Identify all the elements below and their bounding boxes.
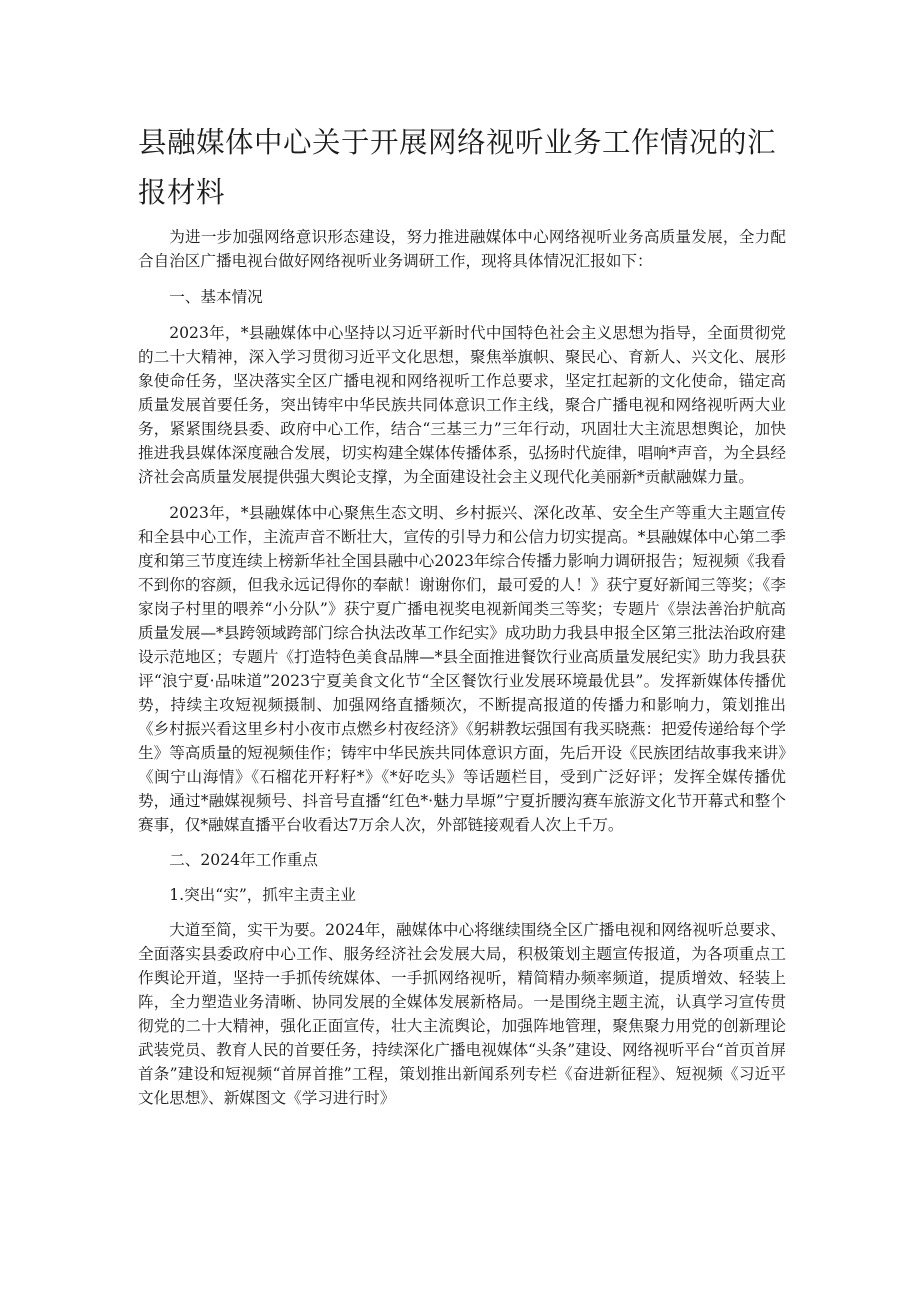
basic-situation-paragraph-1: 2023年，*县融媒体中心坚持以习近平新时代中国特色社会主义思想为指导，全面贯彻党的二十大精神，深入学习贯彻习近平文化思想，聚焦举旗帜、聚民心、育新人、兴文化、展形象使命任务，坚决落实全区广播电视和网络视听工作总要求，坚定扛起新的文化使命，锚定高质量发展首要任务，突出铸牢中华民族共同体意识工作主线，聚合广播电视和网络视听两大业务，紧紧围绕县委、政府中心工作，结合“三基三力”三年行动，巩固壮大主流思想舆论，加快推进我县媒体深度融合发展，切实构建全媒体传播体系，弘扬时代旋律，唱响*声音，为全县经济社会高质量发展提供强大舆论支撑，为全面建设社会主义现代化美丽新*贡献融媒力量。 <box>138 324 786 486</box>
subsection-heading-practical: 1.突出“实”，抓牢主责主业 <box>169 886 356 904</box>
section-heading-2024-priorities: 二、2024年工作重点 <box>169 851 319 869</box>
section-heading-basic-situation: 一、基本情况 <box>169 288 263 306</box>
intro-paragraph: 为进一步加强网络意识形态建设，努力推进融媒体中心网络视听业务高质量发展，全力配合自治区广播电视台做好网络视听业务调研工作，现将具体情况汇报如下： <box>138 228 786 270</box>
document-title: 县融媒体中心关于开展网络视听业务工作情况的汇报材料 <box>138 126 777 209</box>
document-body <box>138 225 786 1110</box>
priorities-paragraph-1: 大道至简，实干为要。2024年，融媒体中心将继续围绕全区广播电视和网络视听总要求、全面落实县委政府中心工作、服务经济社会发展大局，积极策划主题宣传报道，为各项重点工作舆论开道，坚持一手抓传统媒体、一手抓网络视听，精简精办频率频道，提质增效、轻装上阵，全力塑造业务清晰、协同发展的全媒体发展新格局。一是围绕主题主流，认真学习宣传贯彻党的二十大精神，强化正面宣传，壮大主流舆论，加强阵地管理，聚焦聚力用党的创新理论武装党员、教育人民的首要任务，持续深化广播电视媒体“头条”建设、网络视听平台“首页首屏首条”建设和短视频“首屏首推”工程，策划推出新闻系列专栏《奋进新征程》、短视频《习近平文化思想》、新媒图文《学习进行时》 <box>138 921 786 1107</box>
basic-situation-paragraph-2: 2023年，*县融媒体中心聚焦生态文明、乡村振兴、深化改革、安全生产等重大主题宣传和全县中心工作，主流声音不断壮大，宣传的引导力和公信力切实提高。*县融媒体中心第二季度和第三节度连续上榜新华社全国县融中心2023年综合传播力影响力调研报告；短视频《我看不到你的容颜，但我永远记得你的奉献！谢谢你们，最可爱的人！》获宁夏好新闻三等奖；《李家岗子村里的喂养“小分队”》获宁夏广播电视奖电视新闻类三等奖；专题片《崇法善治护航高质量发展—*县跨领域跨部门综合执法改革工作纪实》成功助力我县申报全区第三批法治政府建设示范地区；专题片《打造特色美食品牌—*县全面推进餐饮行业高质量发展纪实》助力我县获评“浪宁夏·品味道”2023宁夏美食文化节“全区餐饮行业发展环境最优县”。发挥新媒体传播优势，持续主攻短视频摄制、加强网络直播频次，不断提高报道的传播力和影响力，策划推出《乡村振兴看这里乡村小夜市点燃乡村夜经济》《躬耕教坛强国有我买晓燕：把爱传递给每个学生》等高质量的短视频佳作；铸牢中华民族共同体意识方面，先后开设《民族团结故事我来讲》《闽宁山海情》《石榴花开籽籽*》《*好吃头》等话题栏目，受到广泛好评；发挥全媒传播优势，通过*融媒视频号、抖音号直播“红色*·魅力旱塬”宁夏折腰沟赛车旅游文化节开幕式和整个赛事，仅*融媒直播平台收看达7万余人次，外部链接观看人次上千万。 <box>138 504 786 834</box>
